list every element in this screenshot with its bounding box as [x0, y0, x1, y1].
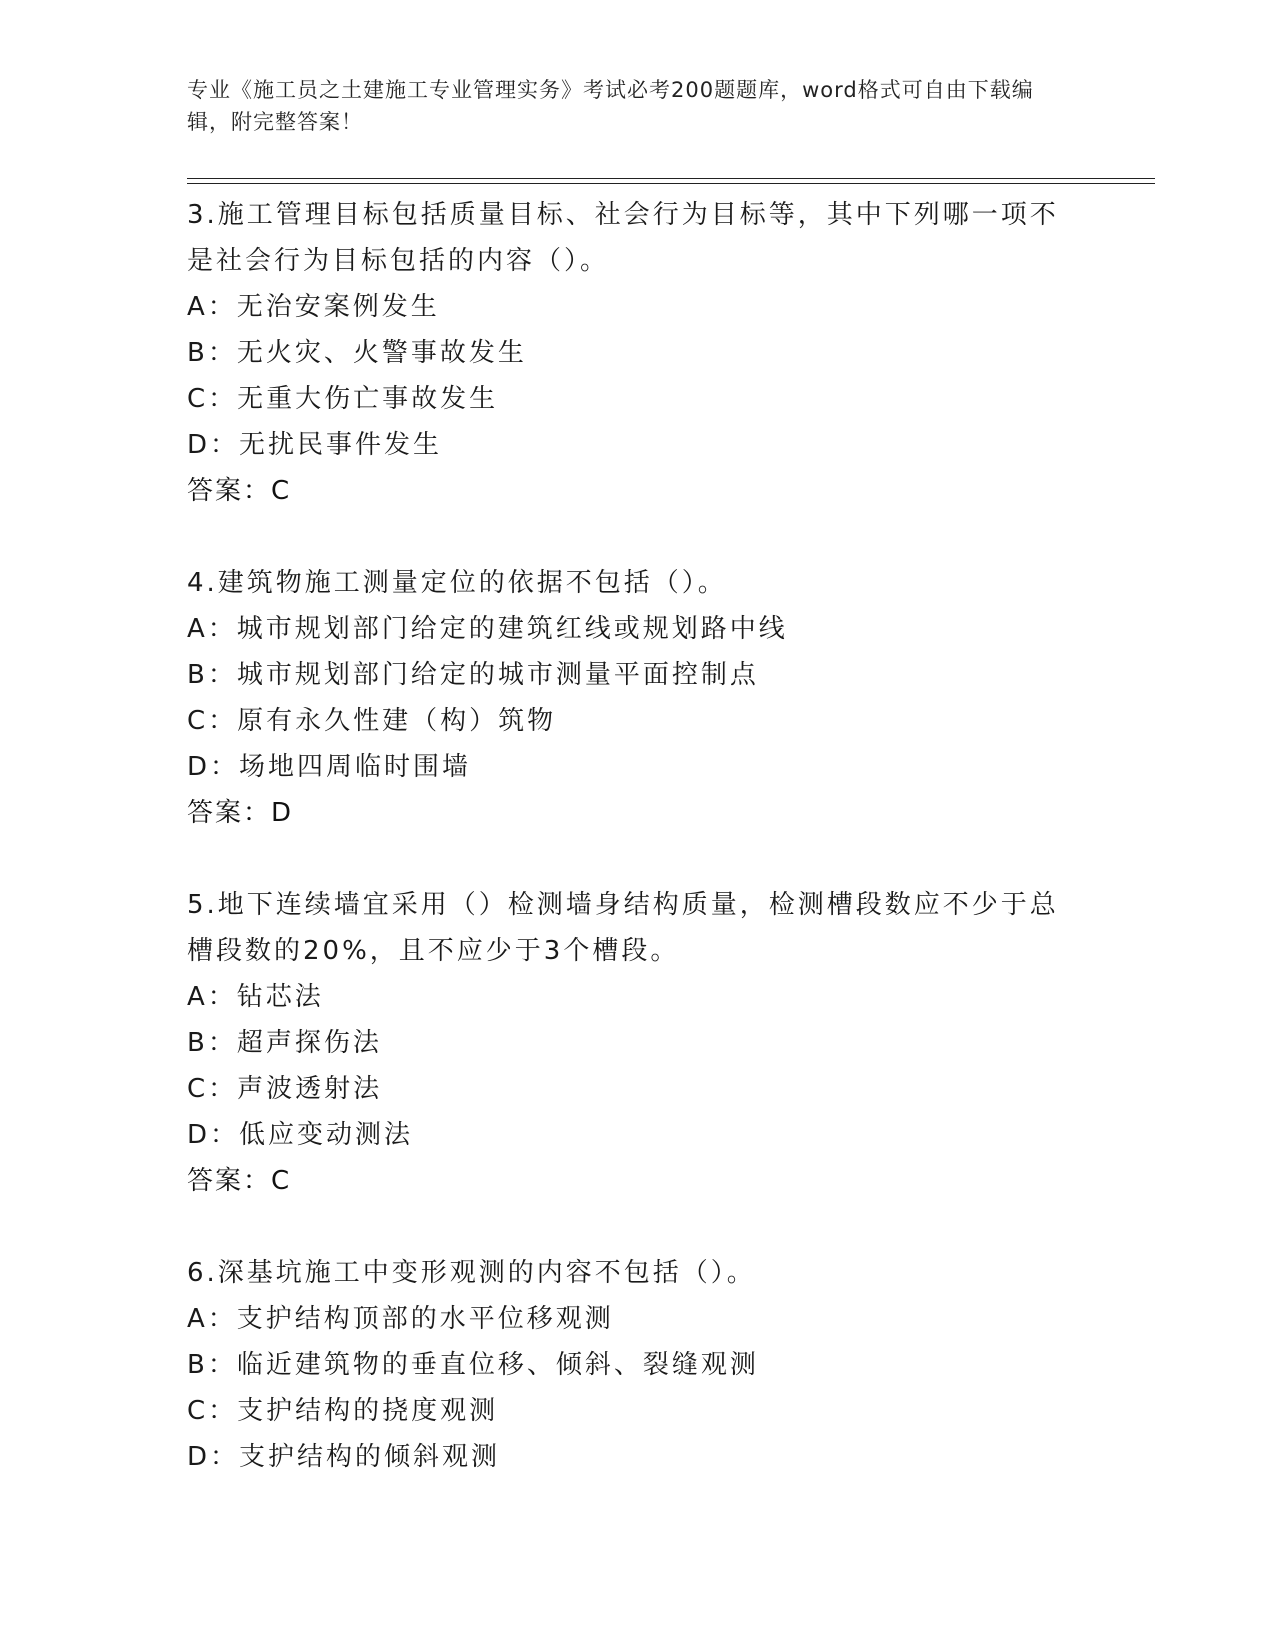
option-c: C：支护结构的挠度观测: [187, 1396, 499, 1426]
question-stem: 3.施工管理目标包括质量目标、社会行为目标等，其中下列哪一项不是社会行为目标包括的内容（）。: [187, 200, 1059, 276]
option-d: D：支护结构的倾斜观测: [187, 1442, 501, 1472]
option-a: A：钻芯法: [187, 982, 324, 1012]
document-header: 专业《施工员之土建施工专业管理实务》考试必考200题题库，word格式可自由下载编辑，附完整答案！: [187, 78, 1034, 134]
option-c: C：声波透射法: [187, 1074, 383, 1104]
question-stem: 5.地下连续墙宜采用（）检测墙身结构质量，检测槽段数应不少于总槽段数的20%，且不应少于3个槽段。: [187, 890, 1059, 966]
question-6: [187, 1250, 1087, 1480]
header-divider: [187, 178, 1155, 184]
answer-text: 答案：C: [187, 476, 292, 506]
option-b: B：城市规划部门给定的城市测量平面控制点: [187, 660, 759, 690]
question-stem: 6.深基坑施工中变形观测的内容不包括（）。: [187, 1258, 756, 1288]
question-5: [187, 882, 1087, 1204]
option-d: D：低应变动测法: [187, 1120, 414, 1150]
option-a: A：支护结构顶部的水平位移观测: [187, 1304, 614, 1334]
option-a: A：城市规划部门给定的建筑红线或规划路中线: [187, 614, 788, 644]
question-4: [187, 560, 1087, 836]
option-b: B：超声探伤法: [187, 1028, 382, 1058]
option-c: C：无重大伤亡事故发生: [187, 384, 499, 414]
answer-text: 答案：D: [187, 798, 294, 828]
option-d: D：无扰民事件发生: [187, 430, 443, 460]
question-list: [187, 192, 1087, 1526]
option-d: D：场地四周临时围墙: [187, 752, 472, 782]
option-a: A：无治安案例发生: [187, 292, 440, 322]
option-b: B：无火灾、火警事故发生: [187, 338, 527, 368]
option-c: C：原有永久性建（构）筑物: [187, 706, 557, 736]
question-stem: 4.建筑物施工测量定位的依据不包括（）。: [187, 568, 727, 598]
answer-text: 答案：C: [187, 1166, 292, 1196]
question-3: [187, 192, 1087, 514]
option-b: B：临近建筑物的垂直位移、倾斜、裂缝观测: [187, 1350, 759, 1380]
